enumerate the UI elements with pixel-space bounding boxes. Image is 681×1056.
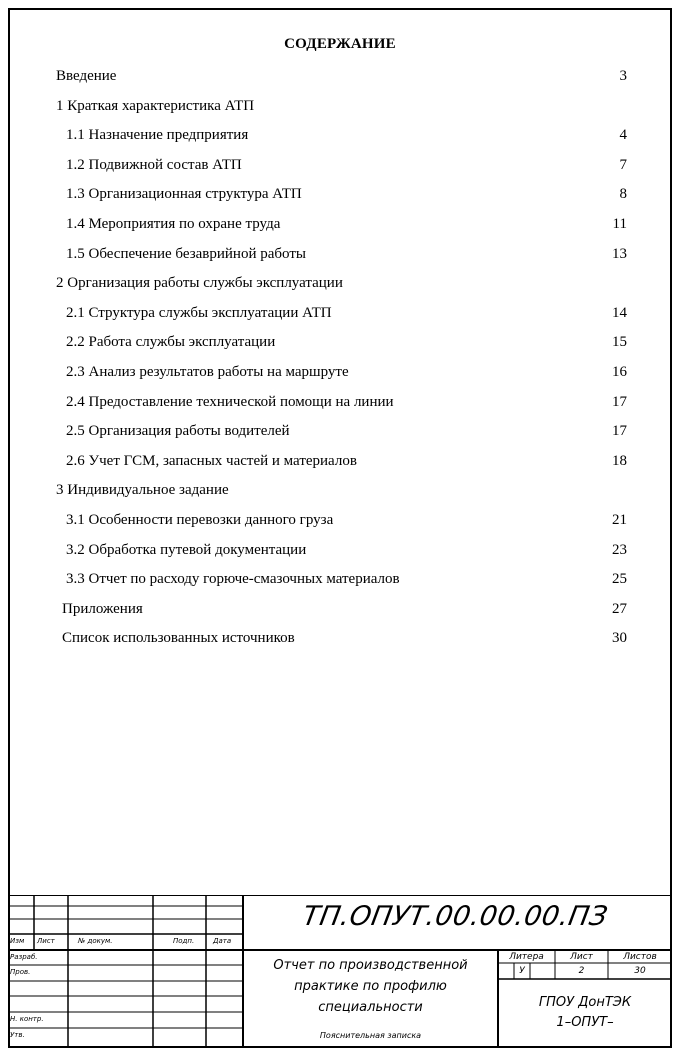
toc-entry-page: 27 [612,600,627,617]
header-izm: Изм [10,937,25,945]
toc-entry-label: 2.5 Организация работы водителей [66,423,290,440]
toc-entry-page: 3 [619,68,627,84]
header-date: Дата [213,937,232,945]
toc-entry-label: 2.3 Анализ результатов работы на маршруте [66,364,349,380]
organization-line-2: 1–ОПУТ– [556,1015,614,1030]
toc-entry-label: 2.2 Работа службы эксплуатации [66,334,276,351]
sheets-label: Листов [623,952,657,962]
toc-entry-label: 3.2 Обработка путевой документации [66,541,307,558]
header-doc-no: № докум. [78,937,113,945]
toc-entry [56,272,627,294]
toc-entry [66,331,627,353]
toc-entry-label: 3 Индивидуальное задание [56,482,229,499]
toc-entry-label: 1.4 Мероприятия по охране труда [66,216,281,232]
sheet-value: 2 [578,966,585,976]
toc-entry [66,509,627,531]
toc-entry [66,183,627,205]
toc-entry-page: 17 [612,423,627,440]
toc-entry-label: 1.1 Назначение предприятия [66,127,249,144]
toc-entry [66,568,627,590]
document-name [248,955,493,1018]
toc-entry [66,243,627,265]
toc-entry-page: 23 [612,541,627,558]
toc-entry-label: Введение [56,68,117,84]
sheets-value: 30 [634,966,646,976]
document-type: Пояснительная записка [319,1031,422,1040]
toc-entry-page: 18 [612,452,627,469]
toc-entry [56,65,627,87]
document-name-line-1: Отчет по производственной [273,958,468,973]
toc-entry-page: 4 [619,127,627,144]
toc-entry [66,154,627,176]
toc-entry-page: 17 [612,393,627,410]
toc-entry [66,361,627,383]
page-title: СОДЕРЖАНИЕ [284,36,396,52]
litera-value: У [519,966,525,976]
toc-entry-label: Список использованных источников [62,630,295,647]
toc-entry-page: 14 [612,304,627,321]
organization [500,993,670,1033]
toc-entry-page: 11 [612,216,627,232]
document-name-line-2: практике по профилю [294,979,447,994]
document-code: ТП.ОПУТ.00.00.00.ПЗ [300,901,611,932]
toc-entry [66,213,627,235]
toc-entry-page: 30 [612,630,627,647]
litera-label: Литера [509,952,544,962]
toc-entry-label: 2.1 Структура службы эксплуатации АТП [66,304,332,321]
toc-entry-page: 7 [619,156,627,173]
role-prov: Пров. [10,968,31,976]
role-utv: Утв. [10,1031,25,1039]
organization-line-1: ГПОУ ДонТЭК [538,995,632,1010]
toc-entry [66,539,627,561]
toc-entry [66,450,627,472]
toc-entry-label: 1 Краткая характеристика АТП [56,97,255,114]
header-list: Лист [37,937,55,945]
toc-entry-page: 13 [612,245,627,262]
toc-entry [66,391,627,413]
toc-entry-label: 1.5 Обеспечение безаврийной работы [66,245,306,262]
toc-entry-page: 25 [612,571,627,588]
toc-entry-page: 15 [612,334,627,351]
role-n-kontr: Н. контр. [10,1015,44,1023]
toc-entry-label: 2.4 Предоставление технической помощи на линии [66,393,394,410]
toc-entry [56,479,627,501]
toc-entry-label: 3.3 Отчет по расходу горюче-смазочных материалов [66,571,400,588]
role-razrab: Разраб. [10,953,38,961]
toc-entry-label: Приложения [62,600,143,617]
toc-entry [66,420,627,442]
sheet-label: Лист [570,952,593,962]
header-sign: Подп. [173,937,195,945]
toc-entry-page: 8 [619,186,627,203]
toc-entry-label: 1.3 Организационная структура АТП [66,186,302,203]
toc-entry [62,598,627,620]
toc-entry [62,627,627,649]
toc-entry-page: 21 [612,512,627,528]
toc-entry-label: 2 Организация работы службы эксплуатации [56,275,343,292]
document-name-line-3: специальности [318,1000,423,1015]
toc-entry-label: 2.6 Учет ГСМ, запасных частей и материалов [66,452,357,469]
toc-entry-label: 3.1 Особенности перевозки данного груза [66,512,334,528]
toc-entry [66,124,627,146]
toc-entry [56,95,627,117]
title-block-stamp [8,895,672,1048]
toc-entry-label: 1.2 Подвижной состав АТП [66,156,242,173]
toc-entry-page: 16 [612,364,627,380]
toc-entry [66,302,627,324]
